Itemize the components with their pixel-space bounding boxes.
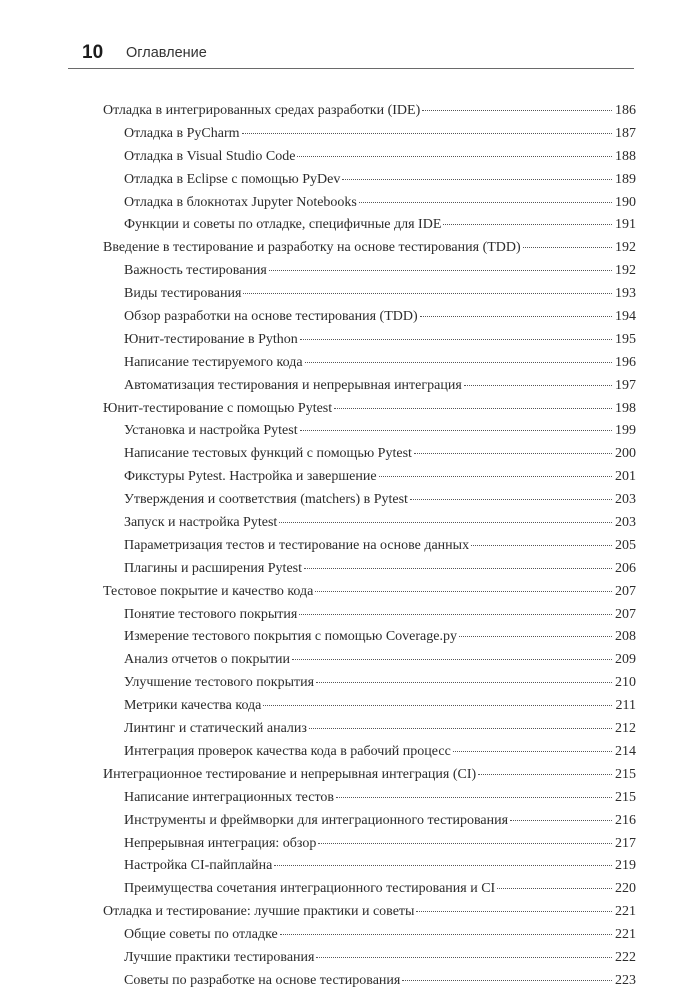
toc-entry-page: 207 bbox=[615, 606, 636, 622]
dot-leader bbox=[416, 910, 612, 912]
dot-leader bbox=[300, 338, 612, 340]
toc-entry-title: Линтинг и статический анализ bbox=[124, 721, 307, 737]
toc-entry-page: 198 bbox=[615, 400, 636, 416]
toc-entry-page: 211 bbox=[615, 698, 636, 714]
toc-section[interactable] bbox=[103, 100, 636, 123]
page-header bbox=[68, 40, 634, 69]
toc-entry-page: 191 bbox=[615, 217, 636, 233]
dot-leader bbox=[280, 933, 612, 935]
toc-entry-title: Понятие тестового покрытия bbox=[124, 606, 298, 622]
toc-entry-title: Автоматизация тестирования и непрерывная интеграция bbox=[124, 377, 462, 393]
toc-entry-title: Непрерывная интеграция: обзор bbox=[124, 835, 317, 851]
toc-entry-page: 223 bbox=[615, 972, 636, 988]
toc-entry-title: Общие советы по отладке bbox=[124, 927, 278, 943]
toc-entry-page: 212 bbox=[615, 721, 636, 737]
toc-entry-title: Плагины и расширения Pytest bbox=[124, 560, 303, 576]
toc-entry-page: 203 bbox=[615, 492, 636, 508]
dot-leader bbox=[316, 956, 612, 958]
toc-entry-title: Метрики качества кода bbox=[124, 698, 262, 714]
toc-entry-page: 205 bbox=[615, 537, 636, 553]
dot-leader bbox=[279, 521, 612, 523]
toc-entry-title: Параметризация тестов и тестирование на основе данных bbox=[124, 537, 470, 553]
toc-entry-title: Написание тестируемого кода bbox=[124, 354, 303, 370]
dot-leader bbox=[414, 452, 612, 454]
toc-entry-page: 215 bbox=[615, 766, 636, 782]
dot-leader bbox=[316, 681, 612, 683]
dot-leader bbox=[402, 979, 612, 981]
toc-section[interactable] bbox=[103, 581, 636, 604]
toc-entry-page: 203 bbox=[615, 515, 636, 531]
dot-leader bbox=[315, 590, 612, 592]
dot-leader bbox=[342, 178, 612, 180]
toc-subsection[interactable] bbox=[103, 833, 636, 856]
toc-entry-title: Юнит-тестирование в Python bbox=[124, 331, 298, 347]
toc-subsection[interactable] bbox=[103, 420, 636, 443]
toc-subsection[interactable] bbox=[103, 672, 636, 695]
toc-entry-title: Функции и советы по отладке, специфичные для IDE bbox=[124, 217, 442, 233]
toc-subsection[interactable] bbox=[103, 695, 636, 718]
toc-subsection[interactable] bbox=[103, 649, 636, 672]
toc-subsection[interactable] bbox=[103, 443, 636, 466]
toc-entry-title: Юнит-тестирование с помощью Pytest bbox=[103, 400, 333, 416]
toc-subsection[interactable] bbox=[103, 123, 636, 146]
toc-subsection[interactable] bbox=[103, 352, 636, 375]
toc-entry-page: 206 bbox=[615, 560, 636, 576]
toc-entry-page: 210 bbox=[615, 675, 636, 691]
toc-subsection[interactable] bbox=[103, 146, 636, 169]
dot-leader bbox=[300, 429, 612, 431]
toc-entry-page: 195 bbox=[615, 331, 636, 347]
toc-subsection[interactable] bbox=[103, 512, 636, 535]
toc-subsection[interactable] bbox=[103, 924, 636, 947]
toc-entry-page: 199 bbox=[615, 423, 636, 439]
dot-leader bbox=[243, 292, 612, 294]
toc-entry-page: 189 bbox=[615, 171, 636, 187]
dot-leader bbox=[510, 819, 612, 821]
toc-section[interactable] bbox=[103, 237, 636, 260]
toc-entry-title: Инструменты и фреймворки для интеграционного тестирования bbox=[124, 812, 509, 828]
toc-entry-page: 197 bbox=[615, 377, 636, 393]
toc-entry-page: 221 bbox=[615, 927, 636, 943]
toc-subsection[interactable] bbox=[103, 878, 636, 901]
table-of-contents bbox=[103, 100, 636, 993]
toc-subsection[interactable] bbox=[103, 260, 636, 283]
toc-subsection[interactable] bbox=[103, 283, 636, 306]
dot-leader bbox=[464, 384, 612, 386]
dot-leader bbox=[304, 567, 612, 569]
toc-entry-title: Важность тестирования bbox=[124, 263, 267, 279]
toc-subsection[interactable] bbox=[103, 741, 636, 764]
toc-subsection[interactable] bbox=[103, 192, 636, 215]
dot-leader bbox=[453, 750, 612, 752]
toc-entry-page: 193 bbox=[615, 286, 636, 302]
toc-entry-title: Измерение тестового покрытия с помощью Coverage.py bbox=[124, 629, 457, 645]
toc-entry-title: Введение в тестирование и разработку на основе тестирования (TDD) bbox=[103, 240, 521, 256]
dot-leader bbox=[523, 246, 612, 248]
toc-entry-title: Интеграционное тестирование и непрерывная интеграция (CI) bbox=[103, 766, 477, 782]
dot-leader bbox=[318, 842, 612, 844]
dot-leader bbox=[459, 635, 612, 637]
toc-entry-title: Улучшение тестового покрытия bbox=[124, 675, 315, 691]
page-title: Оглавление bbox=[126, 45, 207, 61]
dot-leader bbox=[420, 315, 612, 317]
toc-entry-page: 214 bbox=[615, 743, 636, 759]
toc-entry-title: Запуск и настройка Pytest bbox=[124, 515, 278, 531]
toc-entry-page: 192 bbox=[615, 240, 636, 256]
toc-entry-page: 220 bbox=[615, 881, 636, 897]
dot-leader bbox=[305, 361, 612, 363]
toc-entry-page: 190 bbox=[615, 194, 636, 210]
toc-entry-page: 192 bbox=[615, 263, 636, 279]
toc-subsection[interactable] bbox=[103, 329, 636, 352]
dot-leader bbox=[242, 132, 612, 134]
toc-entry-page: 201 bbox=[615, 469, 636, 485]
toc-entry-title: Преимущества сочетания интеграционного тестирования и CI bbox=[124, 881, 496, 897]
toc-subsection[interactable] bbox=[103, 214, 636, 237]
dot-leader bbox=[297, 155, 612, 157]
toc-entry-page: 221 bbox=[615, 904, 636, 920]
dot-leader bbox=[478, 773, 612, 775]
dot-leader bbox=[497, 887, 612, 889]
toc-entry-page: 219 bbox=[615, 858, 636, 874]
toc-subsection[interactable] bbox=[103, 489, 636, 512]
toc-entry-title: Установка и настройка Pytest bbox=[124, 423, 298, 439]
toc-entry-title: Тестовое покрытие и качество кода bbox=[103, 583, 314, 599]
dot-leader bbox=[359, 201, 612, 203]
toc-subsection[interactable] bbox=[103, 810, 636, 833]
page-number: 10 bbox=[82, 42, 104, 63]
dot-leader bbox=[336, 796, 612, 798]
toc-entry-page: 217 bbox=[615, 835, 636, 851]
toc-entry-title: Утверждения и соответствия (matchers) в Pytest bbox=[124, 492, 408, 508]
toc-subsection[interactable] bbox=[103, 169, 636, 192]
toc-subsection[interactable] bbox=[103, 558, 636, 581]
toc-subsection[interactable] bbox=[103, 375, 636, 398]
dot-leader bbox=[410, 498, 612, 500]
dot-leader bbox=[309, 727, 612, 729]
toc-entry-title: Отладка в Eclipse с помощью PyDev bbox=[124, 171, 341, 187]
toc-subsection[interactable] bbox=[103, 947, 636, 970]
toc-entry-page: 200 bbox=[615, 446, 636, 462]
toc-entry-page: 186 bbox=[615, 103, 636, 118]
toc-entry-title: Лучшие практики тестирования bbox=[124, 949, 315, 965]
toc-subsection[interactable] bbox=[103, 855, 636, 878]
toc-entry-page: 208 bbox=[615, 629, 636, 645]
toc-entry-page: 216 bbox=[615, 812, 636, 828]
toc-entry-title: Отладка в интегрированных средах разработки (IDE) bbox=[103, 103, 421, 118]
dot-leader bbox=[422, 109, 612, 111]
dot-leader bbox=[299, 613, 612, 615]
dot-leader bbox=[263, 704, 612, 706]
toc-subsection[interactable] bbox=[103, 466, 636, 489]
toc-entry-page: 196 bbox=[615, 354, 636, 370]
dot-leader bbox=[269, 269, 612, 271]
toc-entry-page: 194 bbox=[615, 309, 636, 325]
toc-subsection[interactable] bbox=[103, 535, 636, 558]
dot-leader bbox=[379, 475, 612, 477]
toc-subsection[interactable] bbox=[103, 604, 636, 627]
dot-leader bbox=[443, 223, 612, 225]
toc-subsection[interactable] bbox=[103, 787, 636, 810]
toc-entry-title: Настройка CI-пайплайна bbox=[124, 858, 273, 874]
toc-entry-title: Написание интеграционных тестов bbox=[124, 789, 335, 805]
toc-entry-title: Отладка в PyCharm bbox=[124, 125, 240, 141]
toc-entry-title: Отладка в блокнотах Jupyter Notebooks bbox=[124, 194, 357, 210]
toc-entry-title: Отладка и тестирование: лучшие практики и советы bbox=[103, 904, 415, 920]
toc-entry-page: 209 bbox=[615, 652, 636, 668]
dot-leader bbox=[274, 864, 612, 866]
toc-section[interactable] bbox=[103, 398, 636, 421]
dot-leader bbox=[292, 658, 612, 660]
toc-subsection[interactable] bbox=[103, 626, 636, 649]
toc-entry-page: 222 bbox=[615, 949, 636, 965]
toc-subsection[interactable] bbox=[103, 970, 636, 993]
toc-subsection[interactable] bbox=[103, 306, 636, 329]
toc-section[interactable] bbox=[103, 764, 636, 787]
toc-entry-title: Виды тестирования bbox=[124, 286, 242, 302]
dot-leader bbox=[471, 544, 612, 546]
toc-entry-page: 187 bbox=[615, 125, 636, 141]
toc-entry-title: Советы по разработке на основе тестирования bbox=[124, 972, 401, 988]
toc-section[interactable] bbox=[103, 901, 636, 924]
toc-entry-title: Обзор разработки на основе тестирования (TDD) bbox=[124, 309, 418, 325]
toc-entry-title: Отладка в Visual Studio Code bbox=[124, 148, 296, 164]
toc-entry-title: Написание тестовых функций с помощью Pytest bbox=[124, 446, 412, 462]
toc-subsection[interactable] bbox=[103, 718, 636, 741]
dot-leader bbox=[334, 407, 612, 409]
toc-entry-title: Анализ отчетов о покрытии bbox=[124, 652, 290, 668]
toc-entry-page: 188 bbox=[615, 148, 636, 164]
toc-entry-title: Фикстуры Pytest. Настройка и завершение bbox=[124, 469, 377, 485]
toc-entry-page: 215 bbox=[615, 789, 636, 805]
toc-entry-page: 207 bbox=[615, 583, 636, 599]
toc-entry-title: Интеграция проверок качества кода в рабочий процесс bbox=[124, 743, 451, 759]
